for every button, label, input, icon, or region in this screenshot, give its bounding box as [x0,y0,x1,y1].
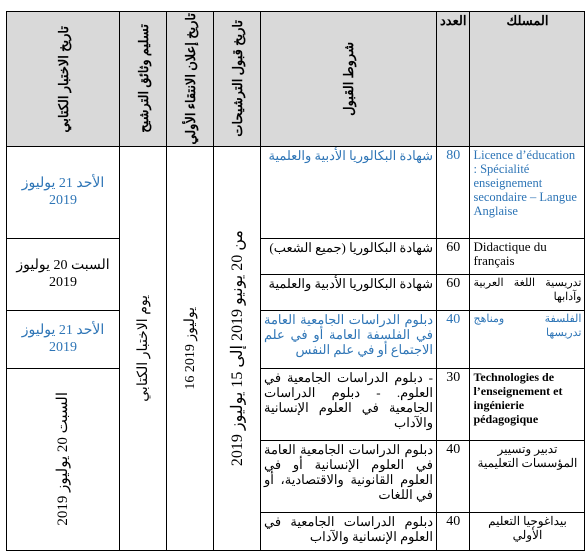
count-row-3: 60 [437,274,470,310]
conditions-row-1: شهادة البكالوريا الأدبية والعلمية [261,146,437,238]
conditions-row-3: شهادة البكالوريا الأدبية والعلمية [261,274,437,310]
conditions-row-2: شهادة البكالوريا (جميع الشعب) [261,238,437,274]
track-row-1: Licence d’éducation : Spécialité enseignement secondaire – Langue Anglaise [470,146,585,238]
header-announce: تاريخ إعلان الانتقاء الأولي [167,12,214,147]
header-applications: تاريخ قبول الترشيحات [214,12,261,147]
track-row-6: تدبير وتسيير المؤسسات التعليمية [470,440,585,512]
exam-date-3: الأحد 21 يوليوز 2019 [7,310,120,368]
applications-merged: من 20 يونيو 2019 إلى 15 يوليوز 2019 [214,146,261,550]
track-row-4: الفلسفة ومناهج تدريسها [470,310,585,368]
conditions-row-7: دبلوم الدراسات الجامعية في العلوم الإنسانية والآداب [261,512,437,550]
header-count: العدد [437,12,470,147]
count-row-7: 40 [437,512,470,550]
admissions-table [6,11,585,551]
exam-date-4: السبت 20 يوليوز 2019 [7,368,120,550]
count-row-5: 30 [437,368,470,440]
conditions-row-4: دبلوم الدراسات الجامعية العامة في الفلسفة العامة أو في علم الاجتماع أو في علم النفس [261,310,437,368]
conditions-row-5: - دبلوم الدراسات الجامعية في العلوم. - دبلوم الدراسات الجامعية في العلوم الإنسانية والآداب [261,368,437,440]
track-row-2: Didactique du français [470,238,585,274]
exam-date-2: السبت 20 يوليوز 2019 [7,238,120,310]
count-row-1: 80 [437,146,470,238]
header-track: المسلك [470,12,585,147]
track-row-3: تدريسية اللغة العربية وآدابها [470,274,585,310]
track-row-5: Technologies de l’enseignement et ingénierie pédagogique [470,368,585,440]
docs-merged: يوم الاختبار الكتابي [120,146,167,550]
count-row-6: 40 [437,440,470,512]
exam-date-1: الأحد 21 يوليوز 2019 [7,146,120,238]
header-conditions: شروط القبول [261,12,437,147]
header-exam-date: تاريخ الاختبار الكتابي [7,12,120,147]
announce-merged: 16 يوليوز 2019 [167,146,214,550]
count-row-4: 40 [437,310,470,368]
header-docs: تسليم وثائق الترشيح [120,12,167,147]
track-row-7: بيداغوجيا التعليم الأولي [470,512,585,550]
count-row-2: 60 [437,238,470,274]
conditions-row-6: دبلوم الدراسات الجامعية العامة في العلوم الإنسانية أو في العلوم القانونية والاقتصادية، أو في اللغات [261,440,437,512]
